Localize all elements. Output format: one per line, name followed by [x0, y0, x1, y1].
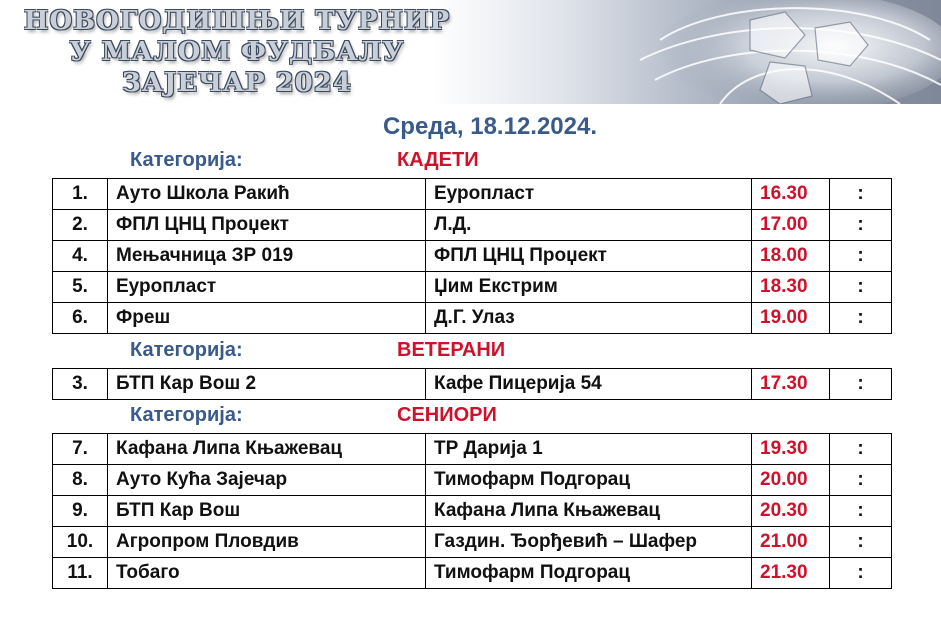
away-team: Кафана Липа Књажевац — [426, 496, 752, 527]
home-team: ФПЛ ЦНЦ Проџект — [108, 210, 426, 241]
away-team: Кафе Пицерија 54 — [426, 369, 752, 400]
kickoff-time: 18.00 — [752, 241, 830, 272]
away-team: Тимофарм Подгорац — [426, 465, 752, 496]
title-line-3: ЗАЈЕЧАР 2024 — [122, 68, 352, 98]
kickoff-time: 20.00 — [752, 465, 830, 496]
table-row — [53, 369, 892, 400]
table-row — [53, 527, 892, 558]
match-number: 5. — [53, 272, 108, 303]
match-number: 4. — [53, 241, 108, 272]
table-row — [53, 465, 892, 496]
category-heading-seniors — [0, 404, 941, 430]
match-number: 11. — [53, 558, 108, 589]
category-heading-veterans — [0, 339, 941, 365]
table-row — [53, 179, 892, 210]
kickoff-time: 21.30 — [752, 558, 830, 589]
home-team: Тобаго — [108, 558, 426, 589]
score-cell: : — [830, 272, 892, 303]
header-banner — [0, 0, 941, 104]
home-team: БТП Кар Вош — [108, 496, 426, 527]
category-heading-cadets — [0, 149, 941, 175]
match-number: 2. — [53, 210, 108, 241]
match-number: 10. — [53, 527, 108, 558]
away-team: Газдин. Ђорђевић – Шафер — [426, 527, 752, 558]
home-team: Кафана Липа Књажевац — [108, 434, 426, 465]
tournament-title — [22, 6, 452, 99]
category-label: Категорија: — [130, 404, 243, 426]
kickoff-time: 17.00 — [752, 210, 830, 241]
soccer-ball-icon — [600, 0, 941, 104]
category-label: Категорија: — [130, 149, 243, 171]
away-team: Џим Екстрим — [426, 272, 752, 303]
score-cell: : — [830, 527, 892, 558]
away-team: ФПЛ ЦНЦ Проџект — [426, 241, 752, 272]
table-row — [53, 496, 892, 527]
kickoff-time: 17.30 — [752, 369, 830, 400]
category-name: СЕНИОРИ — [397, 404, 497, 426]
match-table-seniors — [52, 433, 892, 589]
score-cell: : — [830, 210, 892, 241]
away-team: Еуропласт — [426, 179, 752, 210]
match-number: 9. — [53, 496, 108, 527]
kickoff-time: 19.30 — [752, 434, 830, 465]
table-row — [53, 558, 892, 589]
table-row — [53, 241, 892, 272]
home-team: Ауто Школа Ракић — [108, 179, 426, 210]
score-cell: : — [830, 465, 892, 496]
kickoff-time: 19.00 — [752, 303, 830, 334]
score-cell: : — [830, 434, 892, 465]
away-team: ТР Дарија 1 — [426, 434, 752, 465]
match-number: 1. — [53, 179, 108, 210]
away-team: Тимофарм Подгорац — [426, 558, 752, 589]
home-team: БТП Кар Вош 2 — [108, 369, 426, 400]
match-number: 7. — [53, 434, 108, 465]
kickoff-time: 20.30 — [752, 496, 830, 527]
schedule-date: Среда, 18.12.2024. — [382, 113, 598, 140]
score-cell: : — [830, 496, 892, 527]
away-team: Д.Г. Улаз — [426, 303, 752, 334]
score-cell: : — [830, 558, 892, 589]
away-team: Л.Д. — [426, 210, 752, 241]
table-row — [53, 210, 892, 241]
match-table-cadets — [52, 178, 892, 334]
kickoff-time: 21.00 — [752, 527, 830, 558]
match-number: 3. — [53, 369, 108, 400]
table-row — [53, 303, 892, 334]
match-table-veterans — [52, 368, 892, 400]
score-cell: : — [830, 369, 892, 400]
match-number: 8. — [53, 465, 108, 496]
home-team: Еуропласт — [108, 272, 426, 303]
home-team: Мењачница ЗР 019 — [108, 241, 426, 272]
score-cell: : — [830, 303, 892, 334]
score-cell: : — [830, 179, 892, 210]
home-team: Агропром Пловдив — [108, 527, 426, 558]
title-line-2: У МАЛОМ ФУДБАЛУ — [69, 37, 405, 67]
category-name: КАДЕТИ — [397, 149, 479, 171]
score-cell: : — [830, 241, 892, 272]
table-row — [53, 272, 892, 303]
title-line-1: НОВОГОДИШЊИ ТУРНИР — [23, 6, 451, 36]
table-row — [53, 434, 892, 465]
kickoff-time: 16.30 — [752, 179, 830, 210]
home-team: Фреш — [108, 303, 426, 334]
match-number: 6. — [53, 303, 108, 334]
home-team: Ауто Кућа Зајечар — [108, 465, 426, 496]
kickoff-time: 18.30 — [752, 272, 830, 303]
category-name: ВЕТЕРАНИ — [397, 339, 506, 361]
category-label: Категорија: — [130, 339, 243, 361]
